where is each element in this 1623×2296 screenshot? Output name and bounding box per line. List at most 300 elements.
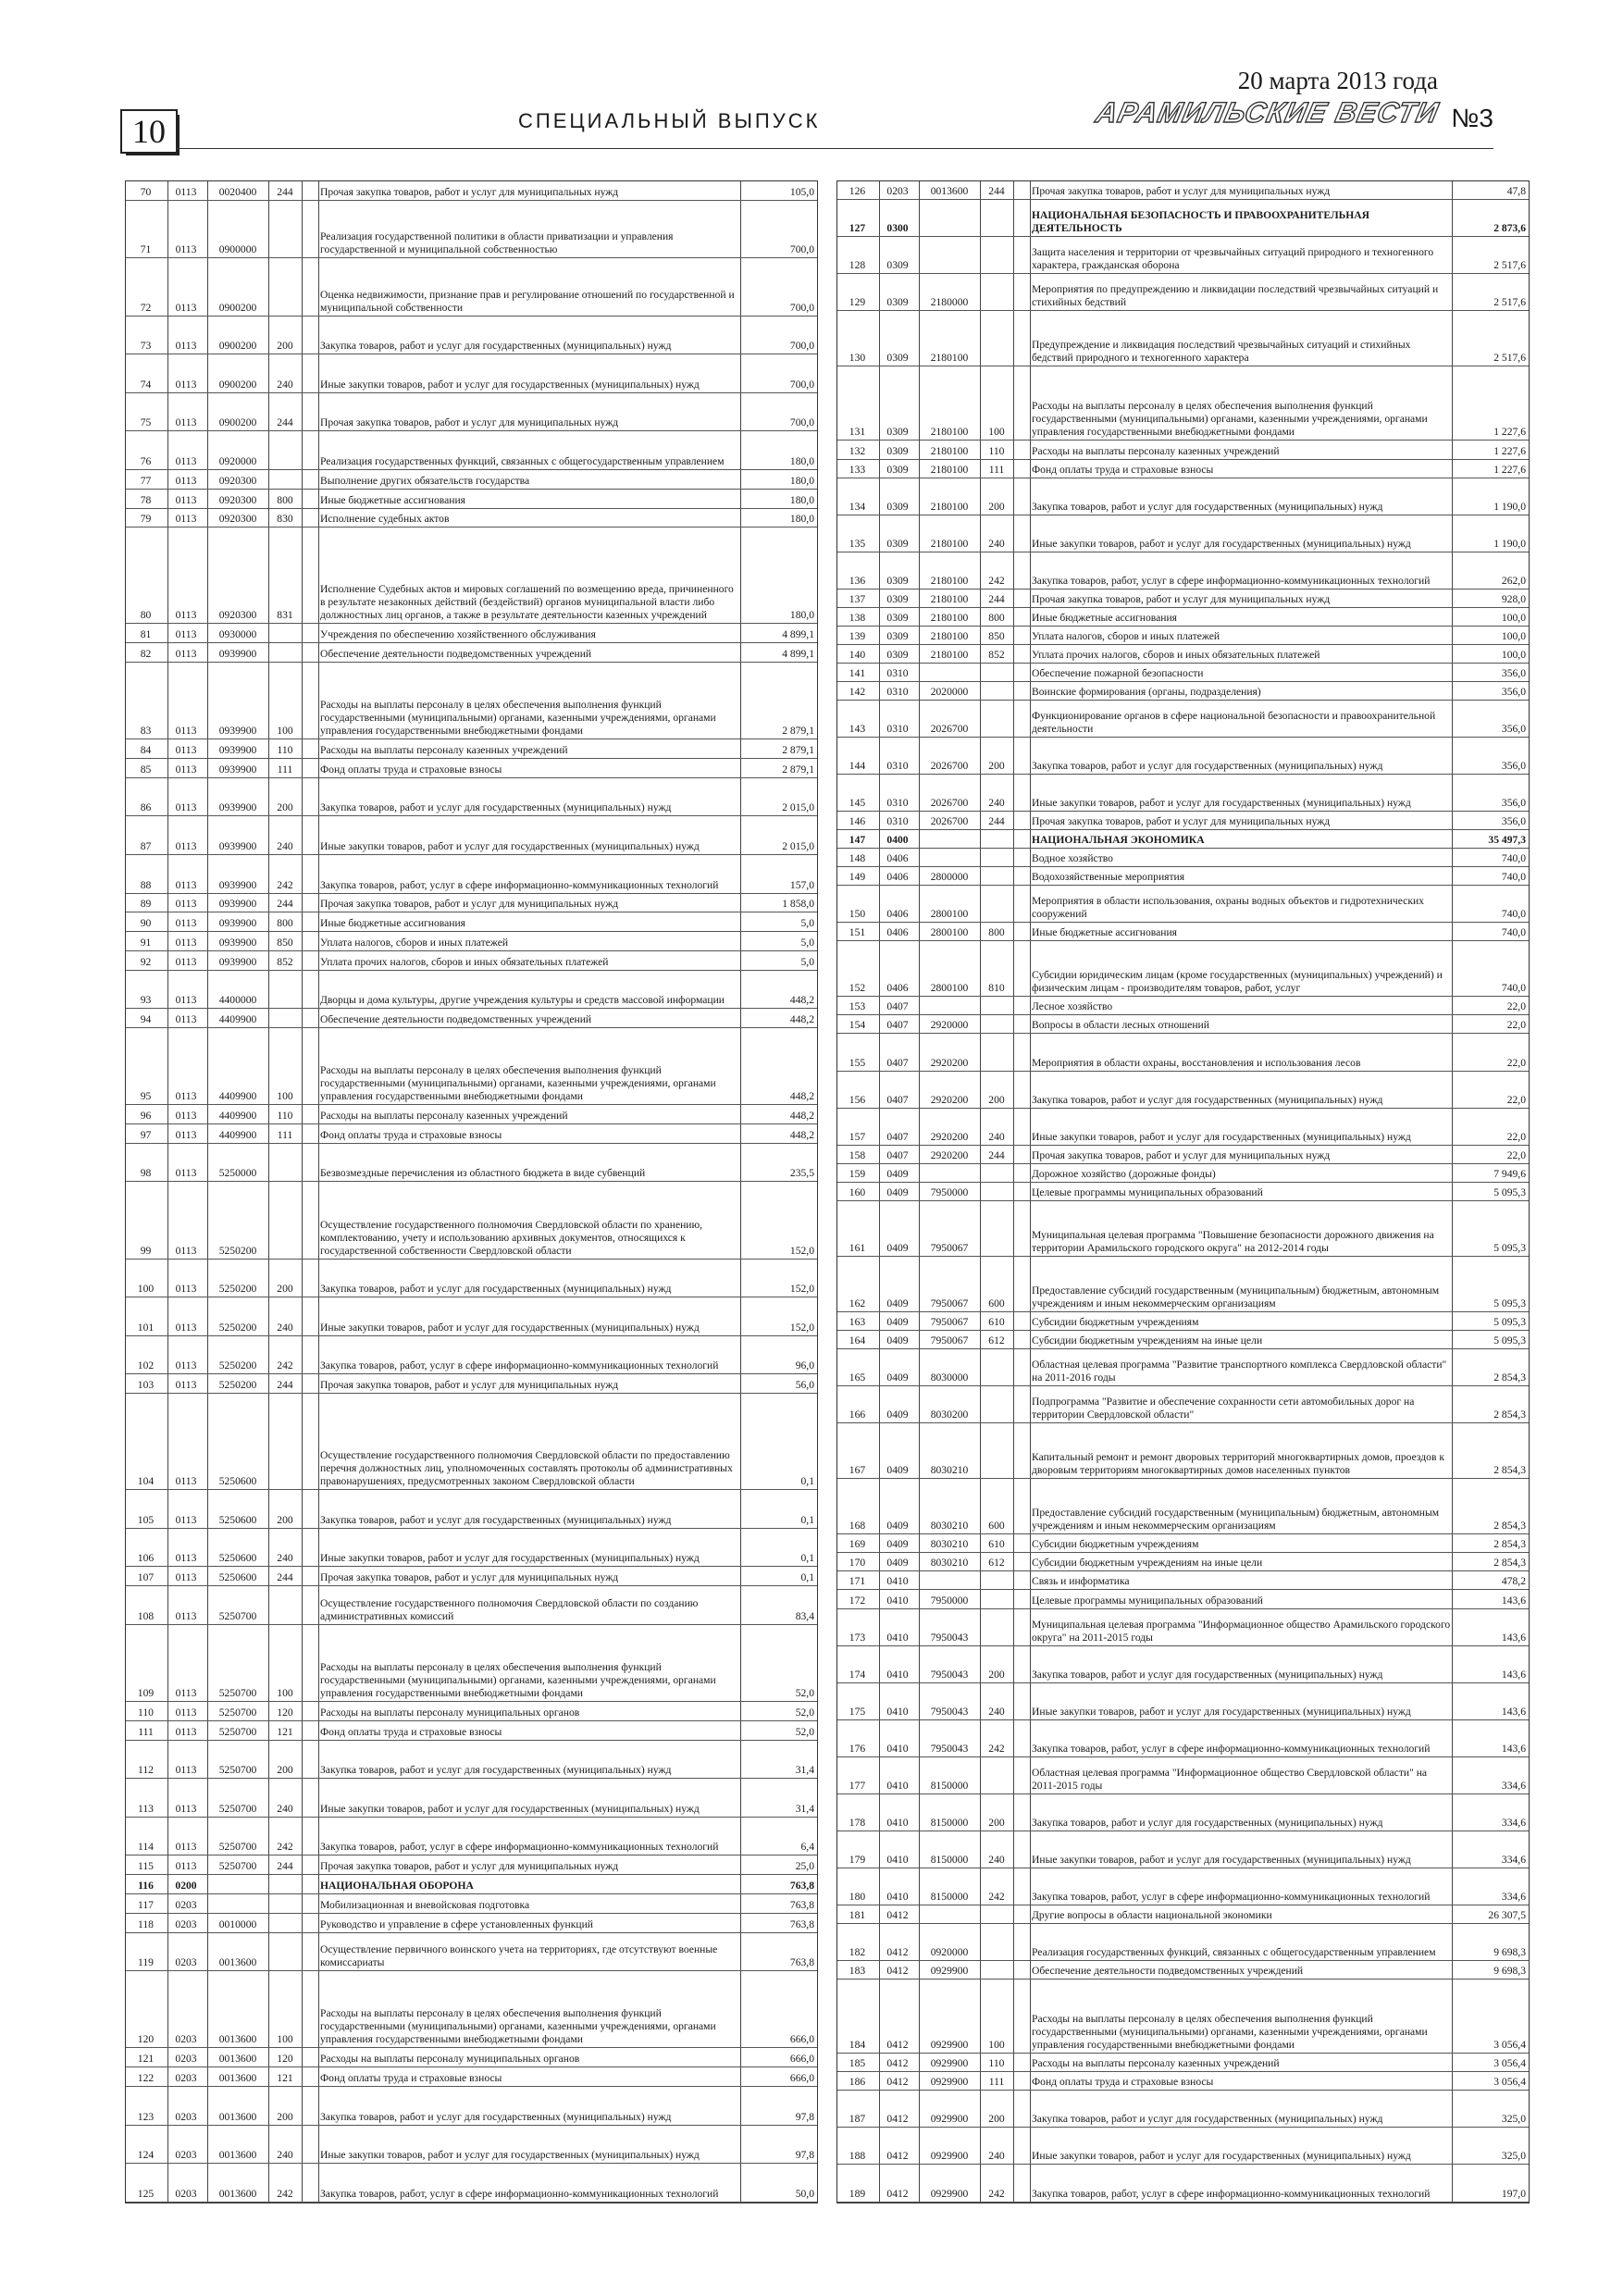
section-code: 0309 [886,648,909,661]
section-code: 0310 [886,685,909,698]
table-row [837,1683,1529,1720]
section-code: 0203 [175,2149,197,2162]
target-article-code: 0900200 [218,301,257,314]
expense-type-code: 120 [277,2053,293,2066]
expense-type-code: 200 [988,1816,1005,1829]
row-number: 76 [140,454,152,467]
expense-type-code: 240 [988,537,1005,550]
expense-type-code: 240 [988,797,1005,810]
row-number: 96 [140,1110,152,1123]
table-row [837,812,1529,830]
expense-type-code: 244 [277,1379,293,1392]
amount: 35 497,3 [1488,834,1526,847]
section-code: 0410 [886,1779,909,1792]
target-article-code: 0929900 [930,2039,969,2052]
target-article-code: 8150000 [930,1853,969,1866]
section-code: 0412 [886,2187,909,2200]
target-article-code: 2180100 [930,611,969,624]
section-code: 0409 [886,1409,909,1421]
expense-type-code: 240 [277,1552,293,1565]
table-row [126,2067,817,2087]
target-article-code: 0010000 [218,1917,257,1930]
amount: 152,0 [789,1321,814,1334]
expense-type-code: 200 [277,1513,293,1526]
table-row [837,200,1529,237]
table-row [126,624,817,643]
item-description: Капитальный ремонт и ремонт дворовых территорий многоквартирных домов, проездов к дворовым территориям многоквартирных домов населенных пунктов [1032,1451,1444,1477]
section-code: 0113 [175,1110,197,1123]
expense-type-code: 200 [988,760,1005,773]
table-row [837,1034,1529,1071]
target-article-code: 0930000 [218,628,257,641]
item-description: Муниципальная целевая программа "Повышение безопасности дорожного движения на территории Арамильского городского округа" на 2012-2014 годы [1032,1228,1434,1254]
amount: 180,0 [789,474,814,487]
row-number: 165 [849,1371,866,1384]
row-number: 150 [849,908,866,921]
expense-type-code: 831 [277,609,293,622]
row-number: 99 [140,1244,152,1257]
table-row [126,2048,817,2067]
amount: 143,6 [1501,1668,1526,1681]
table-row [126,431,817,470]
table-row [126,663,817,739]
table-row [837,664,1529,682]
amount: 2 854,3 [1493,1464,1526,1477]
section-code: 0309 [886,611,909,624]
row-number: 106 [137,1552,155,1565]
target-article-code: 7950067 [930,1241,969,1254]
target-article-code: 0920300 [218,609,257,622]
row-number: 166 [849,1409,866,1421]
target-article-code: 2180100 [930,426,969,439]
expense-type-code: 242 [988,574,1005,587]
item-description: Предупреждение и ликвидация последствий чрезвычайных ситуаций и стихийных бедствий природного и техногенного характера [1032,339,1411,365]
expense-type-code: 111 [277,763,293,776]
row-number: 73 [140,340,152,353]
item-description: Прочая закупка товаров, работ и услуг для муниципальных нужд [320,898,619,911]
amount: 7 949,6 [1493,1167,1526,1180]
row-number: 81 [140,628,152,641]
section-code: 0113 [175,1609,197,1622]
item-description: Областная целевая программа "Информационное общество Свердловской области" на 2011-2015 годы [1032,1766,1428,1792]
expense-type-code: 100 [277,1090,293,1103]
row-number: 184 [849,2039,866,2052]
table-row [126,2087,817,2126]
amount: 0,1 [800,1552,814,1565]
target-article-code: 4409900 [218,1110,257,1123]
item-description: Закупка товаров, работ, услуг в сфере информационно-коммуникационных технологий [320,2187,719,2200]
target-article-code: 5250700 [218,1725,257,1738]
expense-type-code: 240 [988,1705,1005,1718]
table-row [837,867,1529,886]
row-number: 189 [849,2187,866,2200]
newspaper-logo: АРАМИЛЬСКИЕ ВЕСТИ [1093,96,1442,129]
target-article-code: 0920300 [218,493,257,506]
row-number: 77 [140,474,152,487]
table-row [837,941,1529,997]
amount: 31,4 [795,1802,814,1815]
table-row [126,1702,817,1721]
amount: 2 854,3 [1493,1538,1526,1551]
amount: 2 854,3 [1493,1557,1526,1570]
section-code: 0203 [175,1898,197,1911]
row-number: 148 [849,852,866,865]
amount: 96,0 [795,1359,814,1372]
amount: 3 056,4 [1493,2076,1526,2089]
expense-type-code: 242 [277,2187,293,2200]
table-row [126,1567,817,1586]
section-code: 0113 [175,340,197,353]
target-article-code: 2180100 [930,463,969,476]
section-code: 0113 [175,416,197,429]
amount: 0,1 [800,1513,814,1526]
item-description: Закупка товаров, работ и услуг для государственных (муниципальных) нужд [320,1764,672,1777]
amount: 197,0 [1501,2187,1526,2200]
target-article-code: 5250200 [218,1283,257,1296]
item-description: Иные закупки товаров, работ и услуг для государственных (муниципальных) нужд [320,2149,700,2162]
item-description: Обеспечение пожарной безопасности [1032,666,1204,679]
row-number: 153 [849,1000,866,1013]
section-code: 0409 [886,1185,909,1198]
target-article-code: 0939900 [218,878,257,891]
amount: 478,2 [1501,1575,1526,1588]
amount: 356,0 [1501,722,1526,735]
section-code: 0113 [175,185,197,198]
amount: 448,2 [789,1110,814,1123]
section-code: 0113 [175,1321,197,1334]
expense-type-code: 242 [277,878,293,891]
item-description: Реализация государственных функций, связанных с общегосударственным управлением [1032,1946,1436,1959]
row-number: 126 [849,185,866,198]
table-row [837,1534,1529,1553]
expense-type-code: 240 [277,1321,293,1334]
section-code: 0409 [886,1316,909,1329]
item-description: Осуществление государственного полномочия Свердловской области по предоставлению перечня должностных лиц, уполномоченных составлять протоколы об административных правонарушениях, предусмотренных законом Свердловской области [320,1449,733,1488]
issue-number: №3 [1451,104,1493,132]
item-description: Иные закупки товаров, работ и услуг для государственных (муниципальных) нужд [1032,1705,1411,1718]
amount: 356,0 [1501,666,1526,679]
row-number: 167 [849,1464,866,1477]
expense-type-code: 200 [988,1093,1005,1106]
section-code: 0412 [886,1909,909,1922]
section-code: 0409 [886,1297,909,1309]
expense-type-code: 110 [988,2057,1005,2070]
amount: 325,0 [1501,2113,1526,2126]
row-number: 103 [137,1379,155,1392]
expense-type-code: 200 [277,1764,293,1777]
item-description: Иные закупки товаров, работ и услуг для государственных (муниципальных) нужд [320,378,700,391]
target-article-code: 0939900 [218,839,257,852]
row-number: 91 [140,936,152,949]
section-code: 0409 [886,1167,909,1180]
expense-type-code: 242 [988,1742,1005,1755]
section-code: 0406 [886,871,909,884]
section-code: 0113 [175,1090,197,1103]
table-row [837,2054,1529,2072]
target-article-code: 5250700 [218,1706,257,1719]
row-number: 84 [140,743,152,756]
section-code: 0410 [886,1891,909,1904]
item-description: Закупка товаров, работ, услуг в сфере информационно-коммуникационных технологий [1032,1891,1431,1904]
target-article-code: 0013600 [930,185,969,198]
amount: 1 227,6 [1493,463,1526,476]
section-code: 0203 [175,1956,197,1969]
item-description: Обеспечение деятельности подведомственных учреждений [320,647,592,660]
row-number: 123 [137,2110,155,2123]
row-number: 183 [849,1965,866,1978]
item-description: Целевые программы муниципальных образований [1032,1185,1263,1198]
target-article-code: 0920300 [218,513,257,526]
row-number: 122 [137,2071,155,2084]
section-code: 0406 [886,982,909,995]
expense-type-code: 110 [988,444,1005,457]
expense-type-code: 800 [988,611,1005,624]
target-article-code: 5250700 [218,1802,257,1815]
amount: 5 095,3 [1493,1334,1526,1347]
amount: 700,0 [789,340,814,353]
amount: 2 854,3 [1493,1371,1526,1384]
section-code: 0113 [175,878,197,891]
row-number: 159 [849,1167,866,1180]
section-code: 0113 [175,898,197,911]
item-description: Расходы на выплаты персоналу казенных учреждений [1032,2057,1280,2070]
item-description: Закупка товаров, работ и услуг для государственных (муниципальных) нужд [1032,1668,1383,1681]
amount: 334,6 [1501,1779,1526,1792]
table-row [126,1741,817,1780]
target-article-code: 0900200 [218,416,257,429]
table-row [126,1529,817,1568]
target-article-code: 0900200 [218,378,257,391]
expense-type-code: 200 [277,1283,293,1296]
row-number: 163 [849,1316,866,1329]
table-row [126,1875,817,1894]
target-article-code: 4409900 [218,1090,257,1103]
amount: 448,2 [789,994,814,1007]
table-row [126,778,817,817]
row-number: 155 [849,1056,866,1069]
row-number: 162 [849,1297,866,1309]
section-code: 0113 [175,1359,197,1372]
table-row [837,1590,1529,1608]
item-description: Уплата прочих налогов, сборов и иных обязательных платежей [1032,648,1320,661]
table-row [837,1646,1529,1683]
row-number: 187 [849,2113,866,2126]
row-number: 70 [140,185,152,198]
expense-type-code: 612 [988,1557,1005,1570]
amount: 700,0 [789,243,814,256]
item-description: Мероприятия в области охраны, восстановления и использования лесов [1032,1056,1361,1069]
target-article-code: 2800100 [930,926,969,939]
item-description: Закупка товаров, работ и услуг для государственных (муниципальных) нужд [320,1513,672,1526]
target-article-code: 2800100 [930,908,969,921]
table-row [126,1855,817,1875]
row-number: 115 [138,1860,154,1873]
row-number: 119 [138,1956,154,1969]
table-row [126,1374,817,1394]
expense-type-code: 244 [988,592,1005,605]
section-code: 0203 [175,2110,197,2123]
section-code: 0113 [175,628,197,641]
item-description: Предоставление субсидий государственным (муниципальным) бюджетным, автономным учреждениям и иным некоммерческим организациям [1032,1507,1440,1533]
item-description: Расходы на выплаты персоналу муниципальных органов [320,1706,580,1719]
section-code: 0407 [886,1093,909,1106]
amount: 100,0 [1501,611,1526,624]
item-description: Субсидии юридическим лицам (кроме государственных (муниципальных) учреждений) и физическим лицам - производителям товаров, работ, услуг [1032,969,1443,995]
section-code: 0113 [175,917,197,930]
table-row [837,1794,1529,1831]
item-description: Иные закупки товаров, работ и услуг для государственных (муниципальных) нужд [1032,797,1411,810]
row-number: 180 [849,1891,866,1904]
target-article-code: 4409900 [218,1013,257,1026]
table-row [837,1257,1529,1312]
amount: 740,0 [1501,871,1526,884]
section-code: 0113 [175,454,197,467]
table-row [126,1914,817,1933]
expense-type-code: 120 [277,1706,293,1719]
section-code: 0113 [175,1706,197,1719]
section-code: 0309 [886,296,909,309]
amount: 22,0 [1506,1056,1526,1069]
expense-type-code: 610 [988,1538,1005,1551]
row-number: 174 [849,1668,866,1681]
target-article-code: 7950067 [930,1334,969,1347]
expense-type-code: 800 [277,493,293,506]
item-description: Прочая закупка товаров, работ и услуг для муниципальных нужд [1032,185,1331,198]
table-row [126,1625,817,1702]
table-row [126,1490,817,1529]
target-article-code: 0929900 [930,2113,969,2126]
row-number: 186 [849,2076,866,2089]
table-row [837,2072,1529,2091]
table-row [126,2164,817,2203]
expense-type-code: 600 [988,1520,1005,1533]
amount: 25,0 [795,1860,814,1873]
table-row [837,1905,1529,1924]
section-code: 0200 [175,1879,197,1892]
row-number: 86 [140,801,152,814]
expense-type-code: 200 [277,801,293,814]
amount: 2 879,1 [782,763,814,776]
item-description: Субсидии бюджетным учреждениям на иные цели [1032,1334,1263,1347]
item-description: Субсидии бюджетным учреждениям на иные цели [1032,1557,1263,1570]
item-description: НАЦИОНАЛЬНАЯ ЭКОНОМИКА [1032,834,1205,847]
target-article-code: 0929900 [930,1965,969,1978]
row-number: 88 [140,878,152,891]
section-code: 0113 [175,743,197,756]
row-number: 168 [849,1520,866,1533]
row-number: 173 [849,1631,866,1644]
target-article-code: 2026700 [930,722,969,735]
section-code: 0409 [886,1464,909,1477]
table-row [126,470,817,490]
row-number: 179 [849,1853,866,1866]
amount: 4 899,1 [782,647,814,660]
table-row [837,608,1529,627]
table-row [126,316,817,355]
table-row [126,509,817,528]
item-description: Прочая закупка товаров, работ и услуг для муниципальных нужд [320,1860,619,1873]
expense-type-code: 240 [988,2150,1005,2163]
table-row [126,932,817,951]
target-article-code: 2920200 [930,1056,969,1069]
expense-type-code: 111 [277,1128,293,1141]
row-number: 120 [137,2033,155,2046]
section-code: 0410 [886,1816,909,1829]
row-number: 175 [849,1705,866,1718]
amount: 52,0 [795,1725,814,1738]
section-code: 0309 [886,426,909,439]
amount: 83,4 [795,1609,814,1622]
item-description: Мероприятия в области использования, охраны водных объектов и гидротехнических сооружений [1032,895,1424,921]
item-description: Иные бюджетные ассигнования [320,917,465,930]
table-row [126,393,817,432]
expense-type-code: 244 [988,1148,1005,1161]
target-article-code: 5250200 [218,1321,257,1334]
section-code: 0406 [886,908,909,921]
expense-type-code: 244 [277,1860,293,1873]
row-number: 157 [849,1130,866,1143]
section-code: 0113 [175,493,197,506]
amount: 5,0 [800,917,814,930]
target-article-code: 2920200 [930,1093,969,1106]
section-code: 0412 [886,1946,909,1959]
row-number: 127 [849,222,866,235]
item-description: Другие вопросы в области национальной экономики [1032,1909,1272,1922]
table-row [126,1779,817,1818]
expense-type-code: 240 [988,1853,1005,1866]
section-code: 0407 [886,1000,909,1013]
target-article-code: 5250700 [218,1860,257,1873]
item-description: Исполнение Судебных актов и мировых соглашений по возмещению вреда, причиненного в результате незаконных действий (бездействий) органов муниципальной власти либо должностных лиц органов, а также в результате деятельности казенных учреждений [320,583,734,622]
section-code: 0310 [886,797,909,810]
item-description: Фонд оплаты труда и страховые взносы [1032,463,1214,476]
target-article-code: 0013600 [218,2033,257,2046]
section-code: 0409 [886,1241,909,1254]
item-description: Осуществление государственного полномочия Свердловской области по хранению, комплектованию, учету и использованию архивных документов, относящихся к государственной собственности Свердловской области [320,1218,703,1257]
section-code: 0113 [175,647,197,660]
row-number: 85 [140,763,152,776]
section-code: 0409 [886,1557,909,1570]
item-description: Фонд оплаты труда и страховые взносы [320,1128,502,1141]
expense-type-code: 200 [988,500,1005,513]
expense-type-code: 100 [277,1686,293,1699]
item-description: Выполнение других обязательств государства [320,474,530,487]
amount: 2 879,1 [782,743,814,756]
row-number: 152 [849,982,866,995]
amount: 180,0 [789,454,814,467]
target-article-code: 4400000 [218,994,257,1007]
table-row [837,830,1529,849]
amount: 700,0 [789,416,814,429]
item-description: Иные закупки товаров, работ и услуг для государственных (муниципальных) нужд [1032,537,1411,550]
amount: 356,0 [1501,797,1526,810]
table-row [837,460,1529,478]
row-number: 74 [140,378,152,391]
amount: 3 056,4 [1493,2057,1526,2070]
amount: 448,2 [789,1013,814,1026]
item-description: Расходы на выплаты персоналу муниципальных органов [320,2053,580,2066]
amount: 2 854,3 [1493,1520,1526,1533]
amount: 700,0 [789,301,814,314]
row-number: 161 [849,1241,866,1254]
header-rule-right [837,148,1493,149]
item-description: Закупка товаров, работ и услуг для государственных (муниципальных) нужд [320,340,672,353]
table-row [837,997,1529,1015]
amount: 22,0 [1506,1130,1526,1143]
expense-type-code: 240 [277,2149,293,2162]
item-description: Расходы на выплаты персоналу в целях обеспечения выполнения функций государственными (муниципальными) органами, казенными учреждениями, органами управления государственными внебюджетными фондами [320,1660,716,1699]
expense-type-code: 240 [277,839,293,852]
